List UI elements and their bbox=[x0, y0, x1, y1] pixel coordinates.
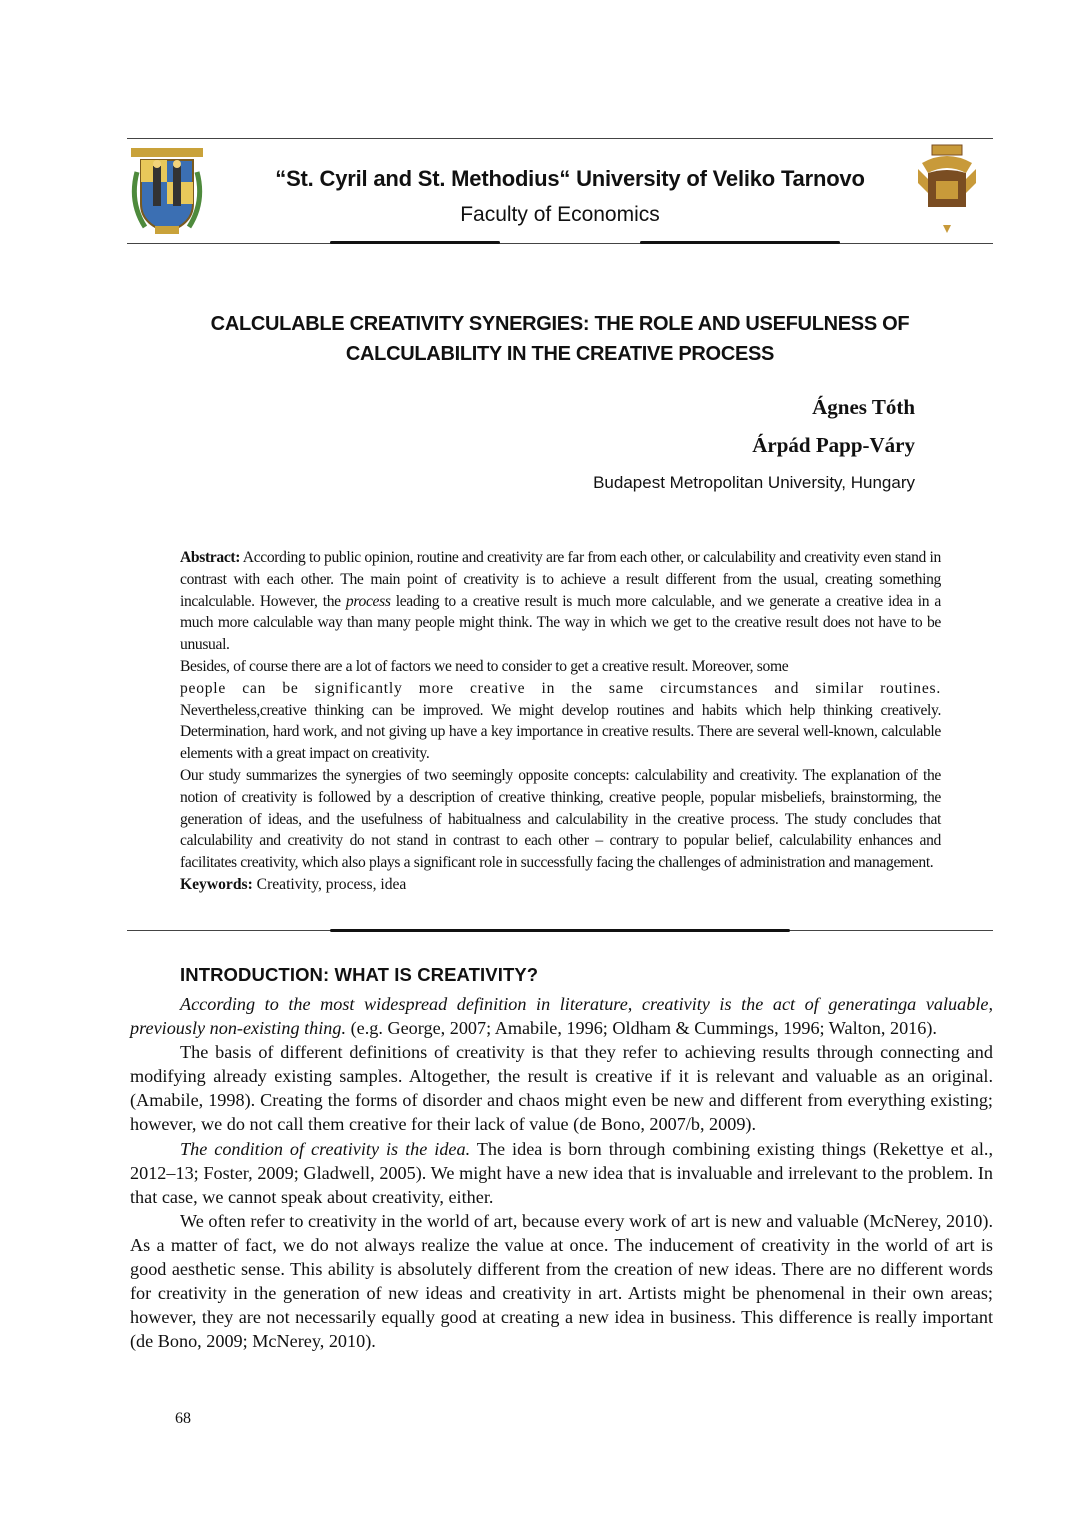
body-text bbox=[130, 992, 993, 1353]
author-affiliation: Budapest Metropolitan University, Hungary bbox=[593, 473, 915, 492]
faculty-name: Faculty of Economics bbox=[460, 203, 660, 226]
keywords: Keywords: Creativity, process, idea bbox=[180, 875, 407, 893]
university-crest-icon bbox=[127, 142, 207, 240]
abstract-paragraph: Besides, of course there are a lot of factors we need to consider to get a creative result. Moreover, some people can be significantly more creative in the same circumstances and similar routines. Nevertheless,creative thinking can be improved. We might develop routines and habits which help thinking creatively. Determination, hard work, and not giving up have a key importance in creative results. There are several well-known, calculable elements with a great impact on creativity. bbox=[180, 657, 941, 763]
university-crest bbox=[127, 142, 207, 240]
body-paragraph: The condition of creativity is the idea. The idea is born through combining existing things (Rekettye et al., 2012–13; Foster, 2009; Gladwell, 2005). We might have a new idea that is invaluable and irrelevant to the problem. In that case, we cannot speak about creativity, either. bbox=[130, 1138, 993, 1207]
abstract bbox=[180, 547, 941, 896]
university-name: “St. Cyril and St. Methodius“ University of Veliko Tarnovo bbox=[275, 166, 865, 191]
page-number: 68 bbox=[175, 1410, 191, 1427]
abstract-label: Abstract: bbox=[180, 549, 241, 566]
header-accent-bar-right bbox=[640, 241, 840, 244]
author-name: Árpád Papp-Váry bbox=[752, 433, 915, 457]
header-top-rule bbox=[127, 138, 993, 139]
body-paragraph: The basis of different definitions of creativity is that they refer to achieving results through connecting and modifying already existing samples. Altogether, the result is creative if it is relevant and valuable as an original. (Amabile, 1998). Creating the forms of disorder and chaos might even be new and different from everything existing; however, we do not call them creative for their lack of value (de Bono, 2007/b, 2009). bbox=[130, 1042, 993, 1135]
paper-title-line-2: CALCULABILITY IN THE CREATIVE PROCESS bbox=[345, 343, 775, 365]
keywords-label: Keywords: bbox=[180, 875, 253, 893]
author-name: Ágnes Tóth bbox=[812, 395, 915, 419]
abstract-accent-bar bbox=[330, 929, 790, 932]
body-paragraph: We often refer to creativity in the world of art, because every work of art is new and valuable (McNerey, 2010). As a matter of fact, we do not always realize the value at once. The inducement of creativity in the world of art is good aesthetic sense. This ability is absolutely different from the creation of new ideas. There are no different words for creativity in the generation of new ideas and creativity in art. Artists might be phenomenal in their own areas; however, they are not necessarily equally good at creating a new idea in business. This difference is really important (de Bono, 2009; McNerey, 2010). bbox=[130, 1210, 993, 1352]
header-accent-bar-left bbox=[330, 241, 500, 244]
header-bottom-rule bbox=[127, 243, 993, 244]
paper-title bbox=[180, 309, 940, 369]
section-heading: INTRODUCTION: WHAT IS CREATIVITY? bbox=[180, 964, 539, 985]
body-paragraph: According to the most widespread definition in literature, creativity is the act of generatinga valuable, previously non-existing thing. (e.g. George, 2007; Amabile, 1996; Oldham & Cummings, 1996; Walton, 2016). bbox=[130, 994, 993, 1039]
abstract-paragraph: Abstract: According to public opinion, routine and creativity are far from each other, or calculability and creativity even stand in contrast with each other. The main point of creativity is to achieve a result different from the usual, creating something incalculable. However, the process leading to a creative result is much more calculable, and we generate a creative idea in a much more calculable way than many people might think. The way in which we get to the creative result does not have to be unusual. bbox=[180, 549, 941, 654]
paper-title-line-1: CALCULABLE CREATIVITY SYNERGIES: THE ROLE AND USEFULNESS OF bbox=[210, 313, 910, 335]
abstract-paragraph: Our study summarizes the synergies of two seemingly opposite concepts: calculability and creativity. The explanation of the notion of creativity is followed by a description of creative thinking, creative people, popular misbeliefs, brainstorming, the generation of ideas, and the usefulness of habitualness and calculability in the creative process. The study concludes that calculability and creativity do not stand in contrast to each other – contrary to popular belief, calculability enhances and facilitates creativity, which also plays a significant role in successfully facing the challenges of administration and management. bbox=[180, 766, 941, 872]
